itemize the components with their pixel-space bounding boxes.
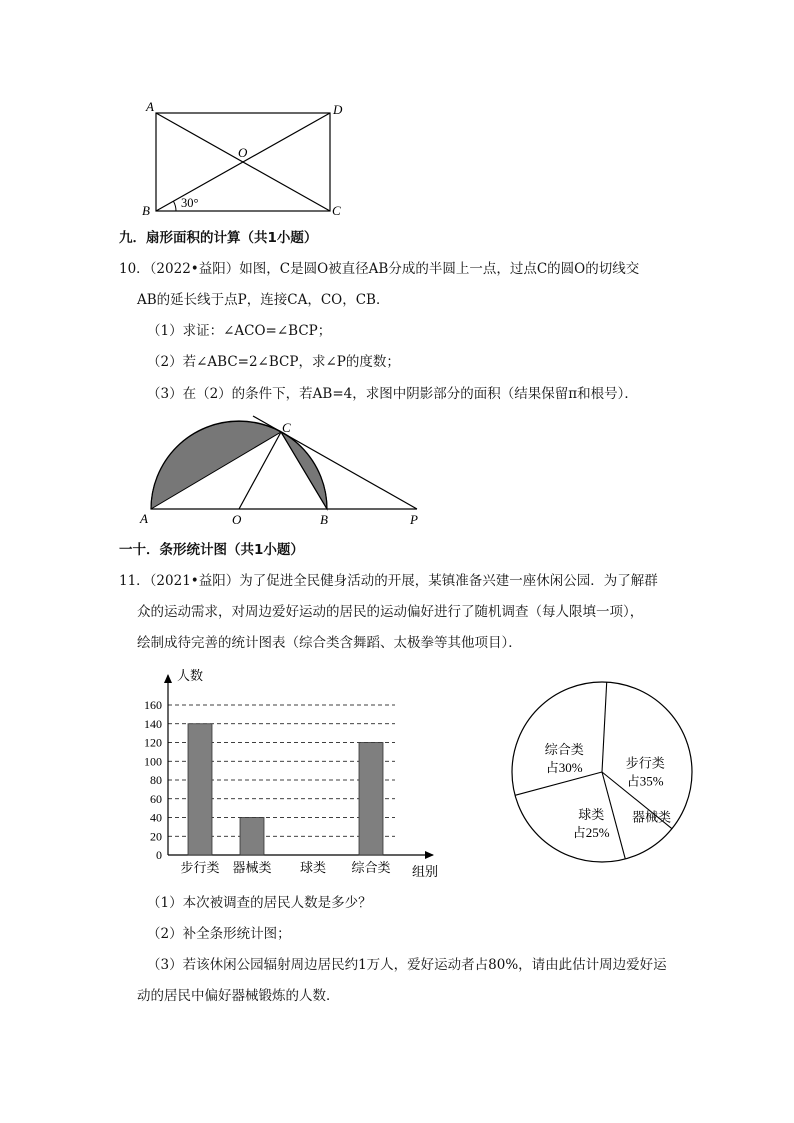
shaded-segment-ac <box>151 421 281 509</box>
pie-slice-percent: 占30% <box>545 760 583 775</box>
y-tick-label: 0 <box>156 848 162 862</box>
bar-1 <box>188 724 212 855</box>
q11-stem-line-2: 众的运动需求，对周边爱好运动的居民的运动偏好进行了随机调查（每人限填一项）， <box>137 604 644 620</box>
y-tick-label: 80 <box>150 773 162 787</box>
bar-chart <box>130 660 450 885</box>
label-c: C <box>282 420 291 435</box>
pie-slice-name: 综合类 <box>544 742 584 757</box>
pie-slice-name: 球类 <box>578 806 605 822</box>
angle-label: 30° <box>181 196 199 210</box>
pie-slice-percent: 占35% <box>626 773 664 789</box>
pie-slice-name: 步行类 <box>625 755 665 771</box>
label-d: D <box>333 102 343 117</box>
y-tick-label: 40 <box>150 810 162 825</box>
bar-4 <box>359 743 383 856</box>
q10-part-1: （1）求证：∠ACO=∠BCP； <box>147 323 332 339</box>
q11-part-3: （3）若该休闲公园辐射周边居民约1万人，爱好运动者占80%，请由此估计周边爱好运 <box>147 957 667 973</box>
semicircle-figure <box>130 410 440 535</box>
section-9-heading: 九．扇形面积的计算（共1小题） <box>119 230 318 246</box>
q10-stem-line-1: 10．（2022•益阳）如图，C是圆O被直径AB分成的半圆上一点，过点C的圆O的切线交 <box>119 261 640 277</box>
y-axis-label: 人数 <box>177 668 204 683</box>
label-p: P <box>410 512 418 527</box>
x-tick-label: 步行类 <box>180 860 220 875</box>
section-10-heading: 一十．条形统计图（共1小题） <box>119 542 304 558</box>
x-axis-label: 组别 <box>412 864 439 879</box>
label-c: C <box>332 203 341 218</box>
label-o: O <box>232 512 242 527</box>
y-axis-arrow <box>164 674 172 683</box>
y-tick-label: 100 <box>144 754 162 769</box>
label-b: B <box>320 512 328 527</box>
label-b: B <box>142 203 150 218</box>
q10-part-2: （2）若∠ABC=2∠BCP，求∠P的度数； <box>147 354 400 370</box>
label-a: A <box>140 511 148 526</box>
x-tick-label: 球类 <box>299 860 327 875</box>
y-tick-label: 20 <box>150 829 162 844</box>
q11-part-1: （1）本次被调查的居民人数是多少？ <box>147 895 372 911</box>
segment-cb <box>281 432 327 509</box>
label-a: A <box>146 99 154 114</box>
y-tick-label: 140 <box>144 716 162 731</box>
tangent-line <box>253 416 417 509</box>
q11-part-2: （2）补全条形统计图； <box>147 926 291 942</box>
y-tick-label: 120 <box>144 735 162 750</box>
x-tick-label: 综合类 <box>351 860 391 875</box>
q11-stem-line-3: 绘制成待完善的统计图表（综合类含舞蹈、太极拳等其他项目）． <box>137 635 522 651</box>
q11-part-3-cont: 动的居民中偏好器械锻炼的人数． <box>137 988 340 1004</box>
y-tick-label: 160 <box>144 698 162 712</box>
q10-stem-line-2: AB的延长线于点P，连接CA，CO，CB． <box>137 292 390 308</box>
bar-2 <box>240 818 264 856</box>
q10-part-3: （3）在（2）的条件下，若AB=4，求图中阴影部分的面积（结果保留π和根号）． <box>147 386 638 402</box>
pie-slice-percent: 占25% <box>572 824 610 840</box>
label-o: O <box>238 145 248 160</box>
angle-arc <box>174 201 177 211</box>
pie-chart <box>505 675 705 875</box>
x-axis-arrow <box>425 851 434 859</box>
y-tick-label: 60 <box>150 791 162 806</box>
pie-slice-name: 器械类 <box>631 809 672 825</box>
rectangle-figure <box>130 95 360 225</box>
q11-stem-line-1: 11．（2021•益阳）为了促进全民健身活动的开展，某镇准备兴建一座休闲公园．为了解群 <box>119 573 658 589</box>
x-tick-label: 器械类 <box>232 860 272 875</box>
